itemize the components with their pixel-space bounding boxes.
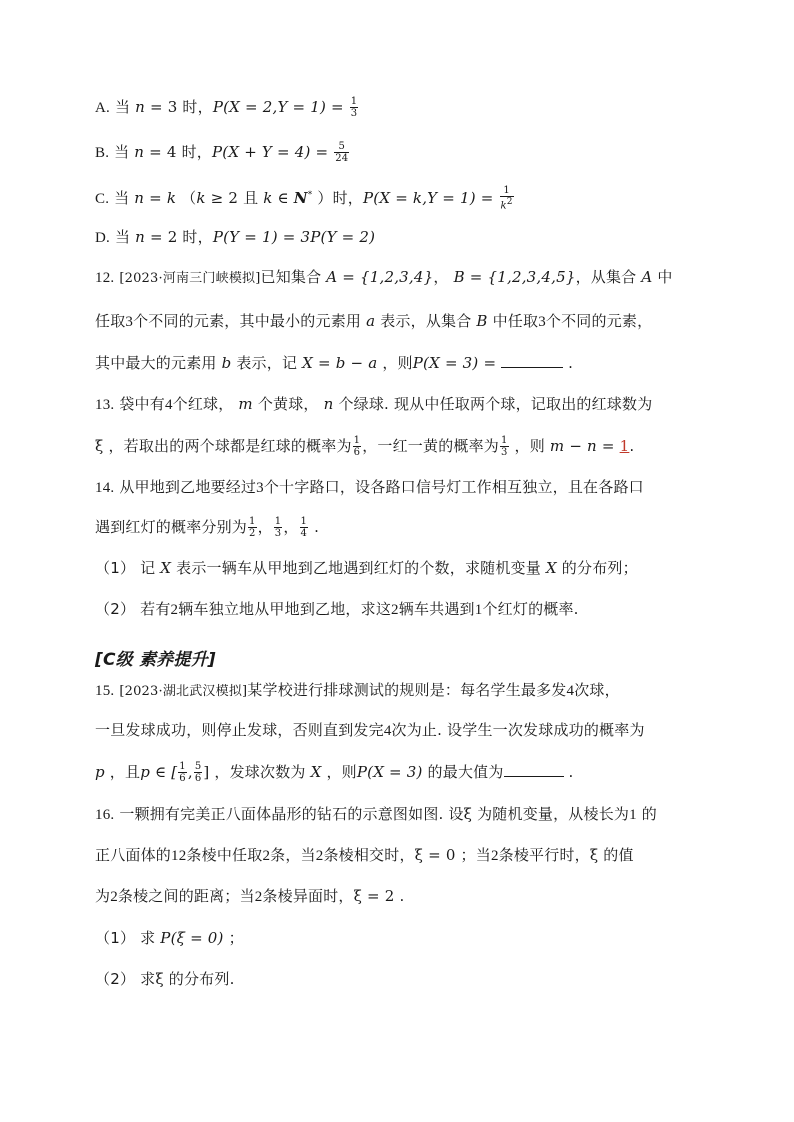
option-a: A. 当 n = 3 时，P(X = 2,Y = 1) = $\frac{1}{3}$ [95,96,358,119]
text: 当 [114,143,130,161]
math: P(Y = 1) = 3P(Y = 2) [212,228,376,246]
fraction: $\frac{1}{3}$ [501,435,508,458]
question-number: 12. [95,270,115,286]
answer-filled: 1 [619,437,630,455]
option-d: D. 当 n = 2 时，P(Y = 1) = 3P(Y = 2) [95,228,376,246]
fraction: $\frac{1}{4}$ [300,516,308,539]
question-16-line-2: 正八面体的12条棱中任取2条，当2条棱相交时，ξ = 0 ；当2条棱平行时，ξ 的值 [95,846,634,864]
option-c: C. 当 n = k （k ≥ 2 且 k ∈ N* ）时，P(X = k,Y = 1) = $\frac{1}{k^2}$ [95,185,513,212]
source-tag: [2023·河南三门峡模拟] [119,271,261,286]
text: 时， [182,98,213,116]
question-15-line-3: p ，且p ∈ [ $\frac{1}{6}$ , $\frac{5}{6}$ ] ，发球次数为 X ，则P(X = 3) 的最大值为 . [95,761,574,784]
math: P(X = 2,Y = 1) = [212,98,344,116]
math: n [134,143,145,161]
text: 时， [181,143,212,161]
question-13-line-2: ξ ，若取出的两个球都是红球的概率为 $\frac{1}{6}$ ，一红一黄的概率为 $\frac{1}{3}$ ，则 m − n = 1. [95,435,635,458]
source-tag: [2023·湖北武汉模拟] [119,684,248,699]
fraction: $\frac{5}{6}$ [194,761,202,784]
question-12-line-2: 任取3个不同的元素，其中最小的元素用 a 表示，从集合 B 中任取3个不同的元素， [95,312,653,330]
question-14-line-1: 14. 从甲地到乙地要经过3个十字路口，设各路口信号灯工作相互独立，且在各路口 [95,478,644,496]
text: （ [181,189,197,207]
fraction: $\frac{1}{6}$ [179,761,186,784]
math: P(X + Y = 4) = [212,143,329,161]
fraction: $\frac{1}{3}$ [350,96,358,119]
option-label: B. [95,145,110,161]
fraction: $\frac{5}{24}$ [335,141,349,164]
question-16-line-3: 为2条棱之间的距离；当2条棱异面时，ξ = 2 . [95,887,405,905]
option-label: D. [95,230,110,246]
question-14-part-1: （1） 记 X 表示一辆车从甲地到乙地遇到红灯的个数，求随机变量 X 的分布列； [95,559,638,577]
question-number: 15. [95,683,115,699]
question-16-part-2: （2） 求ξ 的分布列. [95,970,235,988]
text: 且 [243,189,259,207]
text: 当 [114,189,130,207]
text: 当 [114,98,131,116]
question-12-line-3: 其中最大的元素用 b 表示，记 X = b − a ，则P(X = 3) = . [95,354,574,372]
text: 时， [182,228,213,246]
option-label: C. [95,191,110,207]
fraction: $\frac{1}{6}$ [353,435,361,458]
question-16-line-1: 16. 一颗拥有完美正八面体晶形的钻石的示意图如图. 设ξ 为随机变量，从棱长为1 的 [95,805,657,823]
math: P(X = k,Y = 1) = [363,189,494,207]
fraction: $\frac{1}{k^2}$ [500,185,513,212]
question-number: 14. [95,480,115,496]
text: ）时， [317,189,363,207]
answer-blank[interactable] [504,762,564,777]
question-15-line-1: 15. [2023·湖北武汉模拟]某学校进行排球测试的规则是：每名学生最多发4次球， [95,681,620,699]
question-15-line-2: 一旦发球成功，则停止发球，否则直到发完4次为止. 设学生一次发球成功的概率为 [95,721,645,739]
question-12-line-1: 12. [2023·河南三门峡模拟]已知集合 A = {1,2,3,4}， B = {1,2,3,4,5}，从集合 A 中 [95,268,673,286]
question-number: 13. [95,397,115,413]
fraction: $\frac{1}{3}$ [274,516,282,539]
option-label: A. [95,100,110,116]
question-14-part-2: （2） 若有2辆车独立地从甲地到乙地，求这2辆车共遇到1个红灯的概率. [95,600,579,618]
text: 当 [114,228,131,246]
answer-blank[interactable] [501,353,563,368]
section-heading: [C级 素养提升] [95,650,216,670]
question-14-line-2: 遇到红灯的概率分别为 $\frac{1}{2}$ ， $\frac{1}{3}$ ， $\frac{1}{4}$ . [95,516,320,539]
math: n [135,98,145,116]
question-16-part-1: （1） 求 P(ξ = 0) ； [95,929,244,947]
fraction: $\frac{1}{2}$ [249,516,256,539]
option-b: B. 当 n = 4 时，P(X + Y = 4) = $\frac{5}{24}$ [95,141,349,164]
question-number: 16. [95,807,115,823]
question-13-line-1: 13. 袋中有4个红球， m 个黄球， n 个绿球. 现从中任取两个球，记取出的红球数为 [95,395,653,413]
